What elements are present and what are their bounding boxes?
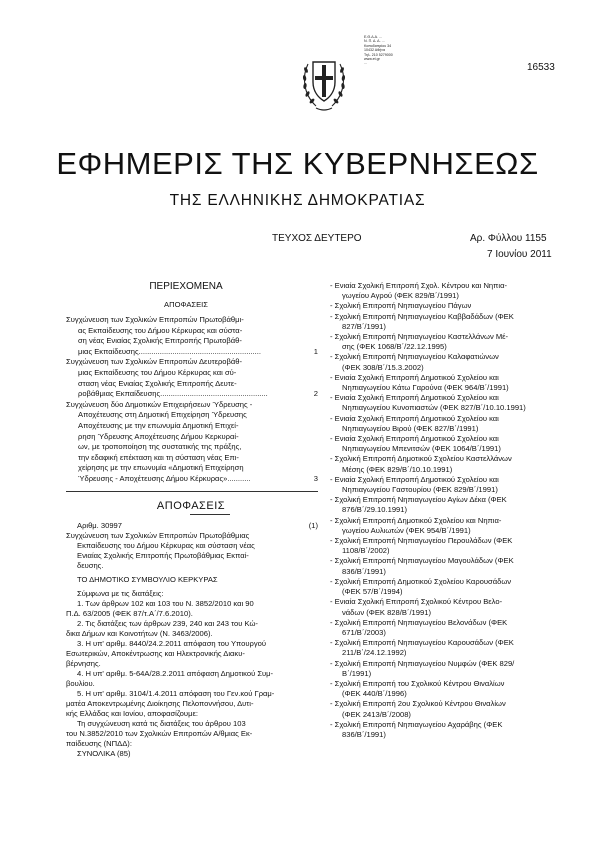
list-item-line: - Σχολική Επιτροπή Νηπιαγωγείου Πάγων (330, 301, 472, 311)
section-rule (190, 514, 230, 515)
imprint-line: ... (364, 61, 367, 66)
subject-line: Συγχώνευση των Σχολικών Επιτροπών Πρωτοβάθμιας (66, 531, 250, 540)
list-item-line: - Ενιαία Σχολική Επιτροπή Δημοτικού Σχολείου και (330, 434, 499, 444)
subject-line: δευσης. (77, 561, 104, 570)
toc-line: μιας Εκπαίδευσης του Δήμου Κέρκυρας και σύ- (78, 367, 237, 377)
list-item-line: - Ενιαία Σχολική Επιτροπή Σχολικού Κέντρου Βελο- (330, 597, 503, 607)
toc-line: ση νέας Ενιαίας Σχολικής Επιτροπής Πρωτοβάθ- (78, 336, 242, 346)
list-item-line: - Σχολική Επιτροπή Νηπιαγωγείου Μαγουλάδων (ΦΕΚ (330, 556, 514, 566)
list-item-line: νάδων (ΦΕΚ 828/Β΄/1991) (342, 607, 431, 617)
item-line: ματέα Αποκεντρωμένης Διοίκησης Πελοποννήσου, Δυτι- (66, 699, 254, 708)
toc-line: Συγχώνευση δύο Δημοτικών Επιχειρήσεων Ύδρευσης - (66, 399, 253, 409)
item-line: 2. Τις διατάξεις των άρθρων 239, 240 και 243 του Κώ- (77, 619, 258, 628)
list-item-line: - Σχολική Επιτροπή 2ου Σχολικού Κέντρου Θιναλίων (330, 699, 506, 709)
toc-line: την εδαφική επέκταση και τη σύσταση νέας Επι- (78, 452, 239, 462)
toc-page-ref: 2 (313, 389, 318, 399)
list-item-line: 671/Β΄/2003) (342, 627, 386, 637)
list-item-line: Νηπιαγωγείου Κυνοπιαστών (ΦΕΚ 827/Β΄/10.10.1991) (342, 403, 526, 413)
toc-line: Ύδρευσης - Αποχέτευσης Δήμου Κέρκυρας»........... (78, 473, 251, 483)
subject-line: Εκπαίδευσης του Δήμου Κέρκυρας και σύσταση νέας (77, 541, 255, 550)
toc-line: σταση νέας Ενιαίας Σχολικής Επιτροπής Δευτε- (78, 378, 237, 388)
imprint-line: Τηλ. 210 5279000 (364, 52, 393, 57)
list-item-line: - Σχολική Επιτροπή Δημοτικού Σχολείου και Νηπια- (330, 515, 502, 525)
imprint-line: Ε.Θ.Δ.Α. ... (364, 35, 382, 39)
list-item-line: Νηπιαγωγείου Μπενιτσών (ΦΕΚ 1064/Β΄/1991) (342, 444, 501, 454)
toc-line: χείρησης με την επωνυμία «Δημοτική Επιχείρηση (78, 463, 244, 473)
toc-line: ας Εκπαίδευσης του Δήμου Κέρκυρας και σύστα- (78, 325, 243, 335)
greek-coat-of-arms-emblem (300, 52, 348, 116)
list-item-line: - Σχολική Επιτροπή Νηπιαγωγείου Βελονάδων (ΦΕΚ (330, 617, 508, 627)
list-item-line: - Σχολική Επιτροπή Δημοτικού Σχολείου Καρουσάδων (330, 576, 512, 586)
toc-line: Συγχώνευση των Σχολικών Επιτροπών Δευτεροβάθ- (66, 357, 243, 367)
list-item-line: - Σχολική Επιτροπή Νηπιαγωγείου Περουλάδων (ΦΕΚ (330, 536, 513, 546)
divider (66, 491, 318, 492)
closing-line: ΣΥΝΟΛΙΚΑ (85) (77, 749, 131, 758)
issue-label: ΤΕΥΧΟΣ ΔΕΥΤΕΡΟ (272, 233, 362, 244)
list-item-line: - Ενιαία Σχολική Επιτροπή Σχολ. Κέντρου και Νηπια- (330, 281, 507, 290)
gazette-masthead: ΕΦΗΜΕΡΙΣ ΤΗΣ ΚΥΒΕΡΝΗΣΕΩΣ (56, 146, 539, 181)
list-item-line: Νηπιαγωγείου Κάτω Γαρούνα (ΦΕΚ 964/Β΄/1991) (342, 383, 509, 393)
school-committee-list (330, 281, 564, 740)
list-item-line: - Ενιαία Σχολική Επιτροπή Δημοτικού Σχολείου και (330, 413, 499, 423)
decision-number: Αριθμ. 30997 (77, 521, 123, 530)
list-item-line: 1108/Β΄/2002) (342, 546, 390, 556)
toc-line: Αποχέτευσης με την επωνυμία Δημοτική Επιχεί- (78, 420, 239, 430)
publication-date: 7 Ιουνίου 2011 (487, 249, 552, 260)
intro-line: Σύμφωνα με τις διατάξεις: (77, 589, 164, 598)
toc-line: μιας Εκπαίδευσης.......................................................... (78, 346, 261, 356)
decision-tag: (1) (308, 521, 318, 530)
sheet-number: Αρ. Φύλλου 1155 (470, 233, 547, 244)
list-item-line: - Σχολική Επιτροπή Νηπιαγωγείου Νυμφών (ΦΕΚ 829/ (330, 658, 515, 668)
item-line: δικα Δήμων και Κοινοτήτων (Ν. 3463/2006). (66, 629, 213, 638)
list-item-line: Β΄/1991) (342, 668, 372, 678)
item-line: Εσωτερικών, Αποκέντρωσης και Ηλεκτρονικής Διακυ- (66, 649, 245, 658)
list-item-line: - Σχολική Επιτροπή Νηπιαγωγείου Καστελλάνων Μέ- (330, 332, 509, 342)
decision-number-row (66, 521, 318, 531)
item-line: βέρνησης. (66, 659, 101, 668)
toc-page-ref: 3 (313, 473, 318, 483)
list-item-line: (ΦΕΚ 308/Β΄/15.3.2002) (342, 362, 424, 372)
list-item-line: Νηπιαγωγείου Βιρού (ΦΕΚ 827/Β΄/1991) (342, 423, 479, 433)
item-line: 1. Των άρθρων 102 και 103 του Ν. 3852/2010 και 90 (77, 599, 254, 608)
list-item-line: - Ενιαία Σχολική Επιτροπή Δημοτικού Σχολείου και (330, 372, 499, 382)
list-item-line: - Σχολική Επιτροπή Νηπιαγωγείου Αγίων Δέκα (ΦΕΚ (330, 495, 507, 505)
list-item-line: (ΦΕΚ 57/Β΄/1994) (342, 587, 403, 597)
toc-entry[interactable] (66, 315, 318, 357)
item-line: 4. Η υπ' αριθμ. 5-64Α/28.2.2011 απόφαση Δημοτικού Συμ- (77, 669, 274, 678)
item-line: 5. Η υπ' αριθμ. 3104/1.4.2011 απόφαση του Γεν.κού Γραμ- (77, 689, 275, 698)
list-item-line: - Σχολική Επιτροπή Νηπιαγωγείου Καββαδάδων (ΦΕΚ (330, 311, 514, 321)
list-item-line: 211/Β΄/24.12.1992) (342, 648, 407, 658)
decision-body (66, 521, 318, 759)
toc-line: ρηση Ύδρευσης Αποχέτευσης Δήμου Κερκυραί- (78, 431, 239, 441)
item-line: κής Ελλάδας και Ιονίου, αποφασίζουμε: (66, 709, 198, 718)
section-title: ΑΠΟΦΑΣΕΙΣ (156, 500, 226, 512)
closing-line: Τη συγχώνευση κατά τις διατάξεις του άρθρου 103 (77, 719, 246, 728)
council-heading: ΤΟ ΔΗΜΟΤΙΚΟ ΣΥΜΒΟΥΛΙΟ ΚΕΡΚΥΡΑΣ (77, 575, 218, 584)
toc-entry[interactable] (66, 357, 318, 399)
item-line: βουλίου. (66, 679, 95, 688)
list-item-line: 836/Β΄/1991) (342, 566, 386, 576)
item-line: Π.Δ. 63/2005 (ΦΕΚ 87/τ.Α΄/7.6.2010). (66, 609, 193, 618)
subject-line: Ενιαίας Σχολικής Επιτροπής Πρωτοβάθμιας Εκπαί- (77, 551, 249, 560)
imprint-line: www.et.gr (364, 57, 380, 62)
toc-page-ref: 1 (313, 346, 318, 356)
imprint-line: Καποδιστρίου 34 (364, 43, 392, 48)
toc-line: Συγχώνευση των Σχολικών Επιτροπών Πρωτοβάθμι- (66, 315, 244, 324)
list-item-line: - Ενιαία Σχολική Επιτροπή Δημοτικού Σχολείου και (330, 474, 499, 484)
toc-line: ροβάθμιας Εκπαίδευσης................................................... (78, 389, 268, 399)
list-item-line: - Σχολική Επιτροπή Δημοτικού Σχολείου Καστελλάνων (330, 454, 512, 464)
list-item-line: Μέσης (ΦΕΚ 829/Β΄/10.10.1991) (342, 464, 453, 474)
list-item-line: 836/Β΄/1991) (342, 729, 386, 739)
list-item-line: (ΦΕΚ 440/Β΄/1996) (342, 689, 407, 699)
list-item-line: - Ενιαία Σχολική Επιτροπή Δημοτικού Σχολείου και (330, 393, 499, 403)
publisher-imprint (364, 35, 454, 66)
closing-line: του Ν.3852/2010 των Σχολικών Επιτροπών Α/θμιας Εκ- (66, 729, 253, 738)
list-item-line: 827/Β΄/1991) (342, 321, 386, 331)
table-of-contents (66, 315, 318, 485)
toc-subtitle: ΑΠΟΦΑΣΕΙΣ (164, 300, 208, 309)
list-item-line: - Σχολική Επιτροπή του Σχολικού Κέντρου Θιναλίων (330, 678, 505, 688)
page-number: 16533 (527, 62, 555, 73)
list-item-line: 876/Β΄/29.10.1991) (342, 505, 408, 515)
gazette-subhead: ΤΗΣ ΕΛΛΗΝΙΚΗΣ ΔΗΜΟΚΡΑΤΙΑΣ (169, 192, 426, 209)
toc-entry[interactable] (66, 400, 318, 485)
toc-title: ΠΕΡΙΕΧΟΜΕΝΑ (149, 281, 223, 292)
list-item-line: Νηπιαγωγείου Γαστουρίου (ΦΕΚ 829/Β΄/1991) (342, 485, 498, 495)
list-item-line: σης (ΦΕΚ 1068/Β΄/22.12.1995) (342, 342, 447, 352)
toc-line: Αποχέτευσης στη Δημοτική Επιχείρηση Ύδρευσης (78, 410, 247, 420)
list-item-line: - Σχολική Επιτροπή Νηπιαγωγείου Αχαράβης (ΦΕΚ (330, 719, 503, 729)
item-line: 3. Η υπ' αριθμ. 8440/24.2.2011 απόφαση του Υπουργού (77, 639, 267, 648)
list-item-line: - Σχολική Επιτροπή Νηπιαγωγείου Καλαφατιώνων (330, 352, 499, 362)
list-item-line: γωγείου Αυλιωτών (ΦΕΚ 954/Β΄/1991) (342, 525, 471, 535)
list-item-line: γωγείου Αγρού (ΦΕΚ 829/Β΄/1991) (342, 291, 459, 301)
imprint-line: Ν. Π. Δ. Δ. ... (364, 39, 385, 44)
closing-line: παίδευσης (ΝΠΔΔ): (66, 739, 132, 748)
toc-line: ων, με τροποποίηση της συστατικής της πράξης, (78, 442, 242, 452)
imprint-line: 10432 Αθήνα (364, 48, 386, 53)
list-item-line: (ΦΕΚ 2413/Β΄/2008) (342, 709, 411, 719)
list-item-line: - Σχολική Επιτροπή Νηπιαγωγείου Καρουσάδων (ΦΕΚ (330, 638, 514, 648)
